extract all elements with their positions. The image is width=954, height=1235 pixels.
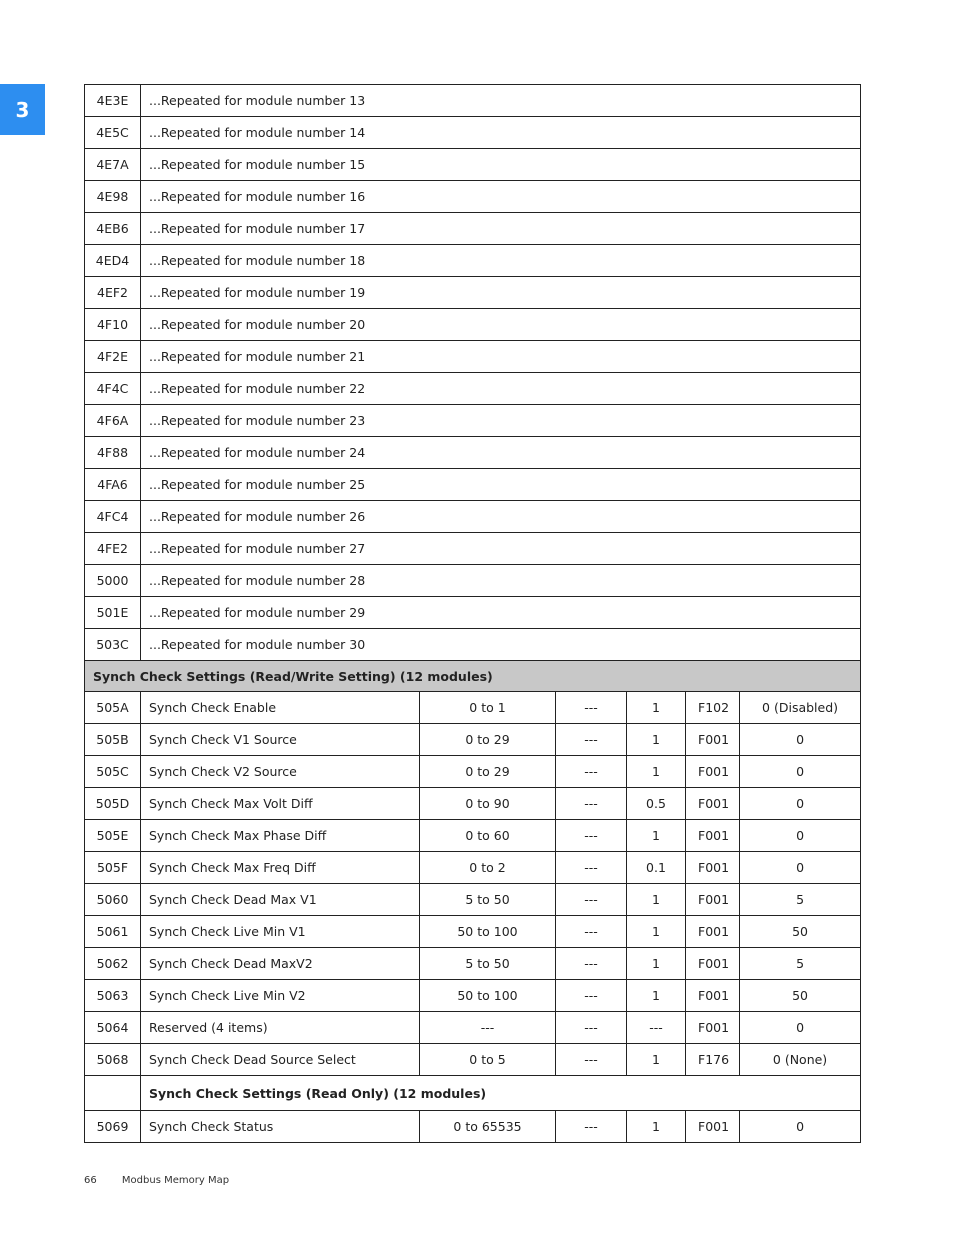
name-cell: Reserved (4 items) [141, 1012, 420, 1044]
address-cell: 5062 [85, 948, 141, 980]
table-row [85, 884, 861, 916]
step-cell: 1 [627, 948, 686, 980]
table-row [85, 1111, 861, 1143]
default-cell: 0 [740, 788, 861, 820]
default-cell: 5 [740, 884, 861, 916]
units-cell: --- [556, 1012, 627, 1044]
table-row [85, 181, 861, 213]
description-cell: ...Repeated for module number 20 [141, 309, 861, 341]
units-cell: --- [556, 852, 627, 884]
address-cell: 505A [85, 692, 141, 724]
address-cell: 4E5C [85, 117, 141, 149]
step-cell: 1 [627, 724, 686, 756]
default-cell: 50 [740, 980, 861, 1012]
name-cell: Synch Check V1 Source [141, 724, 420, 756]
default-cell: 0 (None) [740, 1044, 861, 1076]
default-cell: 0 [740, 756, 861, 788]
table-row [85, 597, 861, 629]
page-footer [84, 1175, 229, 1186]
step-cell: --- [627, 1012, 686, 1044]
table-row [85, 852, 861, 884]
setting-rows [85, 692, 861, 1076]
range-cell: 0 to 29 [420, 724, 556, 756]
description-cell: ...Repeated for module number 17 [141, 213, 861, 245]
address-cell: 4FC4 [85, 501, 141, 533]
description-cell: ...Repeated for module number 18 [141, 245, 861, 277]
description-cell: ...Repeated for module number 23 [141, 405, 861, 437]
address-cell: 5068 [85, 1044, 141, 1076]
table-row [85, 533, 861, 565]
name-cell: Synch Check V2 Source [141, 756, 420, 788]
format-cell: F001 [686, 820, 740, 852]
table-row [85, 980, 861, 1012]
address-cell: 505C [85, 756, 141, 788]
default-cell: 0 [740, 852, 861, 884]
address-cell: 5063 [85, 980, 141, 1012]
units-cell: --- [556, 980, 627, 1012]
range-cell: 50 to 100 [420, 916, 556, 948]
name-cell: Synch Check Max Volt Diff [141, 788, 420, 820]
address-cell: 5064 [85, 1012, 141, 1044]
address-cell: 4ED4 [85, 245, 141, 277]
units-cell: --- [556, 916, 627, 948]
units-cell: --- [556, 948, 627, 980]
format-cell: F001 [686, 980, 740, 1012]
address-cell: 4F4C [85, 373, 141, 405]
description-cell: ...Repeated for module number 16 [141, 181, 861, 213]
table-row [85, 245, 861, 277]
format-cell: F001 [686, 724, 740, 756]
units-cell: --- [556, 1044, 627, 1076]
address-cell: 505D [85, 788, 141, 820]
table-row [85, 437, 861, 469]
description-cell: ...Repeated for module number 19 [141, 277, 861, 309]
table-row [85, 117, 861, 149]
step-cell: 1 [627, 756, 686, 788]
range-cell: 5 to 50 [420, 948, 556, 980]
default-cell: 5 [740, 948, 861, 980]
table-row [85, 341, 861, 373]
table-row [85, 692, 861, 724]
step-cell: 1 [627, 820, 686, 852]
description-cell: ...Repeated for module number 28 [141, 565, 861, 597]
format-cell: F001 [686, 1111, 740, 1143]
default-cell: 0 [740, 820, 861, 852]
table-row [85, 756, 861, 788]
table-row [85, 788, 861, 820]
name-cell: Synch Check Max Freq Diff [141, 852, 420, 884]
default-cell: 0 [740, 1111, 861, 1143]
step-cell: 0.5 [627, 788, 686, 820]
address-cell: 4E7A [85, 149, 141, 181]
address-cell: 5000 [85, 565, 141, 597]
range-cell: --- [420, 1012, 556, 1044]
format-cell: F001 [686, 1012, 740, 1044]
description-cell: ...Repeated for module number 25 [141, 469, 861, 501]
range-cell: 0 to 65535 [420, 1111, 556, 1143]
address-cell: 4FA6 [85, 469, 141, 501]
description-cell: ...Repeated for module number 29 [141, 597, 861, 629]
format-cell: F102 [686, 692, 740, 724]
empty-cell [85, 1076, 141, 1111]
description-cell: ...Repeated for module number 21 [141, 341, 861, 373]
repeated-rows [85, 85, 861, 661]
name-cell: Synch Check Live Min V2 [141, 980, 420, 1012]
step-cell: 1 [627, 1044, 686, 1076]
format-cell: F001 [686, 916, 740, 948]
format-cell: F001 [686, 756, 740, 788]
table-row [85, 309, 861, 341]
address-cell: 4F88 [85, 437, 141, 469]
address-cell: 5060 [85, 884, 141, 916]
address-cell: 4F6A [85, 405, 141, 437]
name-cell: Synch Check Enable [141, 692, 420, 724]
table-row [85, 277, 861, 309]
units-cell: --- [556, 788, 627, 820]
description-cell: ...Repeated for module number 26 [141, 501, 861, 533]
range-cell: 0 to 5 [420, 1044, 556, 1076]
step-cell: 0.1 [627, 852, 686, 884]
table-row [85, 916, 861, 948]
address-cell: 5069 [85, 1111, 141, 1143]
description-cell: ...Repeated for module number 15 [141, 149, 861, 181]
format-cell: F176 [686, 1044, 740, 1076]
description-cell: ...Repeated for module number 27 [141, 533, 861, 565]
address-cell: 505F [85, 852, 141, 884]
range-cell: 0 to 90 [420, 788, 556, 820]
step-cell: 1 [627, 884, 686, 916]
range-cell: 5 to 50 [420, 884, 556, 916]
table-row [85, 820, 861, 852]
description-cell: ...Repeated for module number 14 [141, 117, 861, 149]
format-cell: F001 [686, 788, 740, 820]
range-cell: 0 to 1 [420, 692, 556, 724]
section-header-read-write [85, 661, 861, 692]
default-cell: 0 [740, 1012, 861, 1044]
default-cell: 50 [740, 916, 861, 948]
table-row [85, 85, 861, 117]
address-cell: 505B [85, 724, 141, 756]
table-row [85, 405, 861, 437]
description-cell: ...Repeated for module number 30 [141, 629, 861, 661]
name-cell: Synch Check Status [141, 1111, 420, 1143]
description-cell: ...Repeated for module number 22 [141, 373, 861, 405]
units-cell: --- [556, 884, 627, 916]
modbus-memory-map-table [84, 84, 861, 1143]
address-cell: 4EF2 [85, 277, 141, 309]
step-cell: 1 [627, 980, 686, 1012]
table-row [85, 1012, 861, 1044]
table-row [85, 565, 861, 597]
name-cell: Synch Check Max Phase Diff [141, 820, 420, 852]
address-cell: 4F10 [85, 309, 141, 341]
range-cell: 50 to 100 [420, 980, 556, 1012]
units-cell: --- [556, 724, 627, 756]
name-cell: Synch Check Dead Max V1 [141, 884, 420, 916]
description-cell: ...Repeated for module number 24 [141, 437, 861, 469]
range-cell: 0 to 60 [420, 820, 556, 852]
table-row [85, 629, 861, 661]
range-cell: 0 to 29 [420, 756, 556, 788]
address-cell: 505E [85, 820, 141, 852]
address-cell: 501E [85, 597, 141, 629]
table-row [85, 724, 861, 756]
step-cell: 1 [627, 692, 686, 724]
address-cell: 4FE2 [85, 533, 141, 565]
status-rows [85, 1111, 861, 1143]
range-cell: 0 to 2 [420, 852, 556, 884]
description-cell: ...Repeated for module number 13 [141, 85, 861, 117]
section-title: Synch Check Settings (Read Only) (12 modules) [141, 1076, 861, 1111]
address-cell: 4E98 [85, 181, 141, 213]
table-row [85, 149, 861, 181]
address-cell: 4EB6 [85, 213, 141, 245]
table-row [85, 213, 861, 245]
format-cell: F001 [686, 884, 740, 916]
units-cell: --- [556, 820, 627, 852]
name-cell: Synch Check Dead Source Select [141, 1044, 420, 1076]
units-cell: --- [556, 1111, 627, 1143]
step-cell: 1 [627, 916, 686, 948]
table-row [85, 373, 861, 405]
format-cell: F001 [686, 948, 740, 980]
address-cell: 4F2E [85, 341, 141, 373]
units-cell: --- [556, 692, 627, 724]
chapter-tab: 3 [0, 84, 45, 135]
default-cell: 0 [740, 724, 861, 756]
units-cell: --- [556, 756, 627, 788]
address-cell: 4E3E [85, 85, 141, 117]
section-header-read-only [85, 1076, 861, 1111]
name-cell: Synch Check Dead MaxV2 [141, 948, 420, 980]
section-title: Synch Check Settings (Read/Write Setting) (12 modules) [85, 661, 861, 692]
table-row [85, 469, 861, 501]
page-number: 66 [84, 1175, 97, 1186]
table-row [85, 1044, 861, 1076]
address-cell: 5061 [85, 916, 141, 948]
footer-title: Modbus Memory Map [121, 1175, 230, 1186]
name-cell: Synch Check Live Min V1 [141, 916, 420, 948]
default-cell: 0 (Disabled) [740, 692, 861, 724]
step-cell: 1 [627, 1111, 686, 1143]
table-row [85, 501, 861, 533]
format-cell: F001 [686, 852, 740, 884]
table-row [85, 948, 861, 980]
address-cell: 503C [85, 629, 141, 661]
